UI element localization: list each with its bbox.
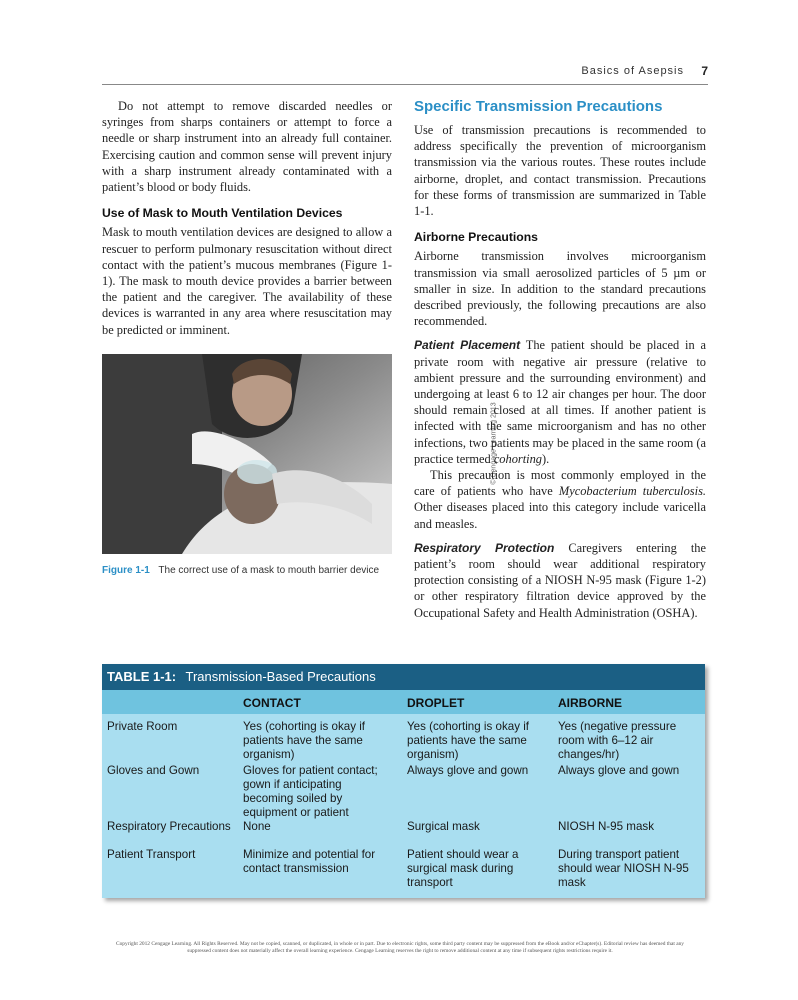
- header-cell-contact: CONTACT: [243, 696, 301, 710]
- airborne-paragraph: Airborne transmission involves microorganism transmission via small aerosolized particles of 5 µm or smaller in size. In addition to the standard precautions described previously, the following precautions are also recommended.: [414, 249, 706, 329]
- running-title: Basics of Asepsis: [581, 65, 684, 77]
- mask-ventilation-paragraph: Mask to mouth ventilation devices are designed to allow a rescuer to perform pulmonary resuscitation without direct contact with the patient’s mucous membranes (Figure 1-1). The mask to mouth device provides a barrier between the patient and the caregiver. The availability of these devices is warranted in any area where resuscitation may be predicted or imminent.: [102, 225, 392, 337]
- respiratory-protection-paragraph: [414, 540, 706, 621]
- photo-credit: © Cengage Learning 2013: [490, 402, 498, 485]
- header-cell-airborne: AIRBORNE: [558, 696, 623, 710]
- table-title: Transmission-Based Precautions: [185, 669, 376, 684]
- table-cell: Yes (cohorting is okay if patients have the same organism): [407, 720, 530, 761]
- placement-text-b: ).: [542, 451, 550, 466]
- copyright-footer: Copyright 2012 Cengage Learning. All Rights Reserved. May not be copied, scanned, or duplicated, in whole or in part. Due to electronic rights, some third party content may be suppressed from the eBook and/or eChapter(s). Editorial review has deemed that any suppressed content does not materially affect the overall learning experience. Cengage Learning reserves the right to remove additional content at any time if subsequent rights restrictions require it.: [116, 941, 684, 954]
- para3-text-a: This precaution is most commonly employed in the care of patients who have: [414, 468, 706, 499]
- resuscitation-photo: [102, 354, 392, 554]
- mycobacterium-term: Mycobacterium tuberculosis.: [558, 484, 706, 499]
- airborne-precautions-heading: Airborne Precautions: [414, 230, 538, 245]
- table-cell: Minimize and potential for contact transmission: [243, 848, 376, 875]
- placement-text-a: The patient should be placed in a private room with negative air pressure (relative to ambient pressure and the surrounding environment) and undergoing at least 6 to 12 air changes per hour. The door should remain closed at all times. If another patient is infected with the same microorganism and has no other infections, two patients may be placed in the same room (a practice termed: [414, 338, 707, 466]
- row-label: Gloves and Gown: [107, 764, 200, 777]
- respiratory-protection-label: Respiratory Protection: [414, 540, 555, 555]
- header-cell-droplet: DROPLET: [407, 696, 465, 710]
- patient-placement-label: Patient Placement: [414, 338, 521, 353]
- page-number: 7: [701, 64, 708, 78]
- table-cell: None: [243, 820, 271, 833]
- figure-caption: [102, 565, 402, 576]
- right-column: [414, 98, 706, 621]
- table-cell: During transport patient should wear NIOSH N-95 mask: [558, 848, 689, 889]
- table-cell: Yes (negative pressure room with 6–12 air changes/hr): [558, 720, 677, 761]
- patient-placement-paragraph: [414, 337, 706, 467]
- mask-ventilation-heading: Use of Mask to Mouth Ventilation Devices: [102, 206, 343, 221]
- table-cell: Surgical mask: [407, 820, 480, 833]
- row-label: Respiratory Precautions: [107, 820, 231, 833]
- table-label: TABLE 1-1:: [107, 669, 177, 684]
- sharps-paragraph: Do not attempt to remove discarded needles or syringes from sharps containers or attempt to force a needle or sharp instrument into an already full container. Exercising caution and common sense will prevent injury with a sharp instrument already contaminated with a patient’s blood or body fluids.: [102, 99, 392, 195]
- para3-text-b: Other diseases placed into this category include varicella and measles.: [414, 500, 706, 531]
- table-cell: NIOSH N-95 mask: [558, 820, 654, 833]
- figure-caption-text: The correct use of a mask to mouth barrier device: [158, 565, 380, 576]
- precautions-table: [102, 664, 705, 898]
- resp-text: Caregivers entering the patient’s room should wear additional respiratory protection consisting of a NIOSH N-95 mask (Figure 1-2) or other respiratory filtration device approved by the Occupational Safety and Health Administration (OSHA).: [414, 540, 706, 620]
- table-cell: Patient should wear a surgical mask during transport: [407, 848, 519, 889]
- table-cell: Always glove and gown: [558, 764, 680, 777]
- table-cell: Yes (cohorting is okay if patients have the same organism): [243, 720, 366, 761]
- transmission-intro-paragraph: Use of transmission precautions is recommended to address specifically the prevention of microorganism transmission via the various routes. These routes include airborne, droplet, and contact transmission. Precautions for these forms of transmission are summarized in Table 1-1.: [414, 123, 706, 219]
- table-title-bar: [102, 664, 705, 690]
- row-label: Private Room: [107, 720, 178, 733]
- tuberculosis-paragraph: [414, 467, 706, 532]
- row-label: Patient Transport: [107, 848, 196, 861]
- specific-transmission-heading: Specific Transmission Precautions: [414, 98, 663, 115]
- table-cell: Gloves for patient contact; gown if anticipating becoming soiled by equipment or patient: [243, 764, 378, 819]
- cohorting-term: cohorting: [493, 451, 542, 466]
- running-header: [102, 60, 708, 85]
- table-header-row: [102, 690, 705, 714]
- figure-label: Figure 1-1: [102, 565, 150, 576]
- table-cell: Always glove and gown: [407, 764, 529, 777]
- left-column: [102, 98, 392, 338]
